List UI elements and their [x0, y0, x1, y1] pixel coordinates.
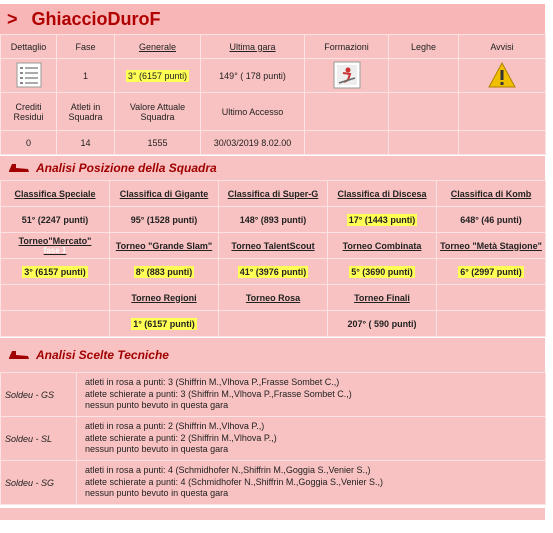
torneo-mercato-link[interactable]: Torneo"Mercato" fase 1 — [1, 233, 110, 259]
torneo-combinata-link[interactable]: Torneo Combinata — [328, 233, 437, 259]
crediti-value: 0 — [1, 131, 57, 155]
classifica-gigante-value: 95° (1528 punti) — [110, 207, 219, 233]
header-ultima-gara-link[interactable]: Ultima gara — [201, 35, 305, 59]
analisi-posizione-header — [0, 156, 545, 180]
classifica-gigante-link[interactable]: Classifica di Gigante — [110, 181, 219, 207]
fase-value: 1 — [57, 59, 115, 93]
scelte-table — [0, 372, 546, 505]
analisi-scelte-title: Analisi Scelte Tecniche — [36, 348, 169, 362]
classifica-komb-link[interactable]: Classifica di Komb — [437, 181, 546, 207]
classifica-komb-value: 648° (46 punti) — [437, 207, 546, 233]
torneo-meta-stagione-link[interactable]: Torneo "Metà Stagione" — [437, 233, 546, 259]
header-avvisi: Avvisi — [459, 35, 546, 59]
gara-label: Soldeu - GS — [1, 373, 77, 417]
classifica-discesa-value: 17° (1443 punti) — [348, 214, 416, 225]
punti-bevuti-line: nessun punto bevuto in questa gara — [85, 488, 229, 499]
atlete-schierate-line: atlete schierate a punti: 3 (Shiffrin M.,Vlhova P.,Frasse Sombet C.,) — [85, 388, 352, 399]
ultima-gara-value: 149° ( 178 punti) — [201, 59, 305, 93]
dettaglio-cell — [1, 59, 57, 93]
classifiche-table — [0, 180, 546, 337]
ultimo-accesso-value: 30/03/2019 8.02.00 — [201, 131, 305, 155]
leghe-value — [389, 59, 459, 93]
torneo-regioni-link[interactable]: Torneo Regioni — [110, 285, 219, 311]
torneo-talentscout-link[interactable]: Torneo TalentScout — [219, 233, 328, 259]
table-row — [1, 461, 546, 505]
atleti-rosa-line: atleti in rosa a punti: 3 (Shiffrin M.,Vlhova P.,Frasse Sombet C.,) — [85, 377, 340, 388]
torneo-grande-slam-value: 8° (883 punti) — [135, 266, 193, 277]
classifica-speciale-link[interactable]: Classifica Speciale — [1, 181, 110, 207]
torneo-rosa-link[interactable]: Torneo Rosa — [219, 285, 328, 311]
table-row — [1, 417, 546, 461]
torneo-mercato-value: 3° (6157 punti) — [24, 266, 86, 277]
classifica-superg-link[interactable]: Classifica di Super-G — [219, 181, 328, 207]
table-row — [1, 373, 546, 417]
atleti-rosa-line: atleti in rosa a punti: 2 (Shiffrin M.,Vlhova P.,) — [85, 421, 265, 432]
generale-cell — [115, 59, 201, 93]
torneo-regioni-value: 1° (6157 punti) — [133, 318, 195, 329]
header-crediti: Crediti Residui — [1, 93, 57, 131]
atlete-schierate-line: atlete schierate a punti: 4 (Schmidhofer N.,Shiffrin M.,Goggia S.,Venier S.,) — [85, 476, 383, 487]
header-dettaglio: Dettaglio — [1, 35, 57, 59]
ski-boot-icon — [8, 162, 30, 174]
header-ultimo-accesso: Ultimo Accesso — [201, 93, 305, 131]
formazioni-cell — [305, 59, 389, 93]
analisi-scelte-header — [0, 338, 545, 372]
avvisi-cell — [459, 59, 546, 93]
punti-bevuti-line: nessun punto bevuto in questa gara — [85, 400, 229, 411]
team-name: GhiaccioDuroF — [31, 8, 161, 29]
atleti-value: 14 — [57, 131, 115, 155]
torneo-finali-link[interactable]: Torneo Finali — [328, 285, 437, 311]
classifica-superg-value: 148° (893 punti) — [219, 207, 328, 233]
skier-image-icon[interactable] — [333, 61, 361, 89]
document-list-icon[interactable] — [16, 62, 42, 88]
header-generale-link[interactable]: Generale — [115, 35, 201, 59]
atleti-rosa-line: atleti in rosa a punti: 4 (Schmidhofer N.,Shiffrin M.,Goggia S.,Venier S.,) — [85, 465, 371, 476]
footer-bar — [0, 508, 545, 520]
punti-bevuti-line: nessun punto bevuto in questa gara — [85, 444, 229, 455]
chevron-icon: > — [7, 8, 18, 29]
classifica-speciale-value: 51° (2247 punti) — [1, 207, 110, 233]
analisi-posizione-title: Analisi Posizione della Squadra — [36, 161, 217, 175]
generale-value: 3° (6157 punti) — [127, 70, 188, 81]
torneo-combinata-value: 5° (3690 punti) — [351, 266, 413, 277]
torneo-talentscout-value: 41° (3976 punti) — [239, 266, 307, 277]
atlete-schierate-line: atlete schierate a punti: 2 (Shiffrin M.,Vlhova P.,) — [85, 432, 277, 443]
torneo-mercato-fase: fase 1 — [43, 246, 67, 255]
header-valore: Valore Attuale Squadra — [115, 93, 201, 131]
valore-value: 1555 — [115, 131, 201, 155]
header-atleti: Atleti in Squadra — [57, 93, 115, 131]
summary-table — [0, 34, 546, 155]
header-fase: Fase — [57, 35, 115, 59]
torneo-meta-stagione-value: 6° (2997 punti) — [460, 266, 522, 277]
torneo-finali-value: 207° ( 590 punti) — [328, 311, 437, 337]
gara-label: Soldeu - SG — [1, 461, 77, 505]
torneo-grande-slam-link[interactable]: Torneo "Grande Slam" — [110, 233, 219, 259]
header-leghe: Leghe — [389, 35, 459, 59]
gara-label: Soldeu - SL — [1, 417, 77, 461]
header-formazioni: Formazioni — [305, 35, 389, 59]
classifica-discesa-link[interactable]: Classifica di Discesa — [328, 181, 437, 207]
warning-triangle-icon[interactable] — [487, 61, 517, 89]
torneo-rosa-value — [219, 311, 328, 337]
team-title-bar — [0, 4, 545, 34]
ski-boot-icon — [8, 349, 30, 361]
